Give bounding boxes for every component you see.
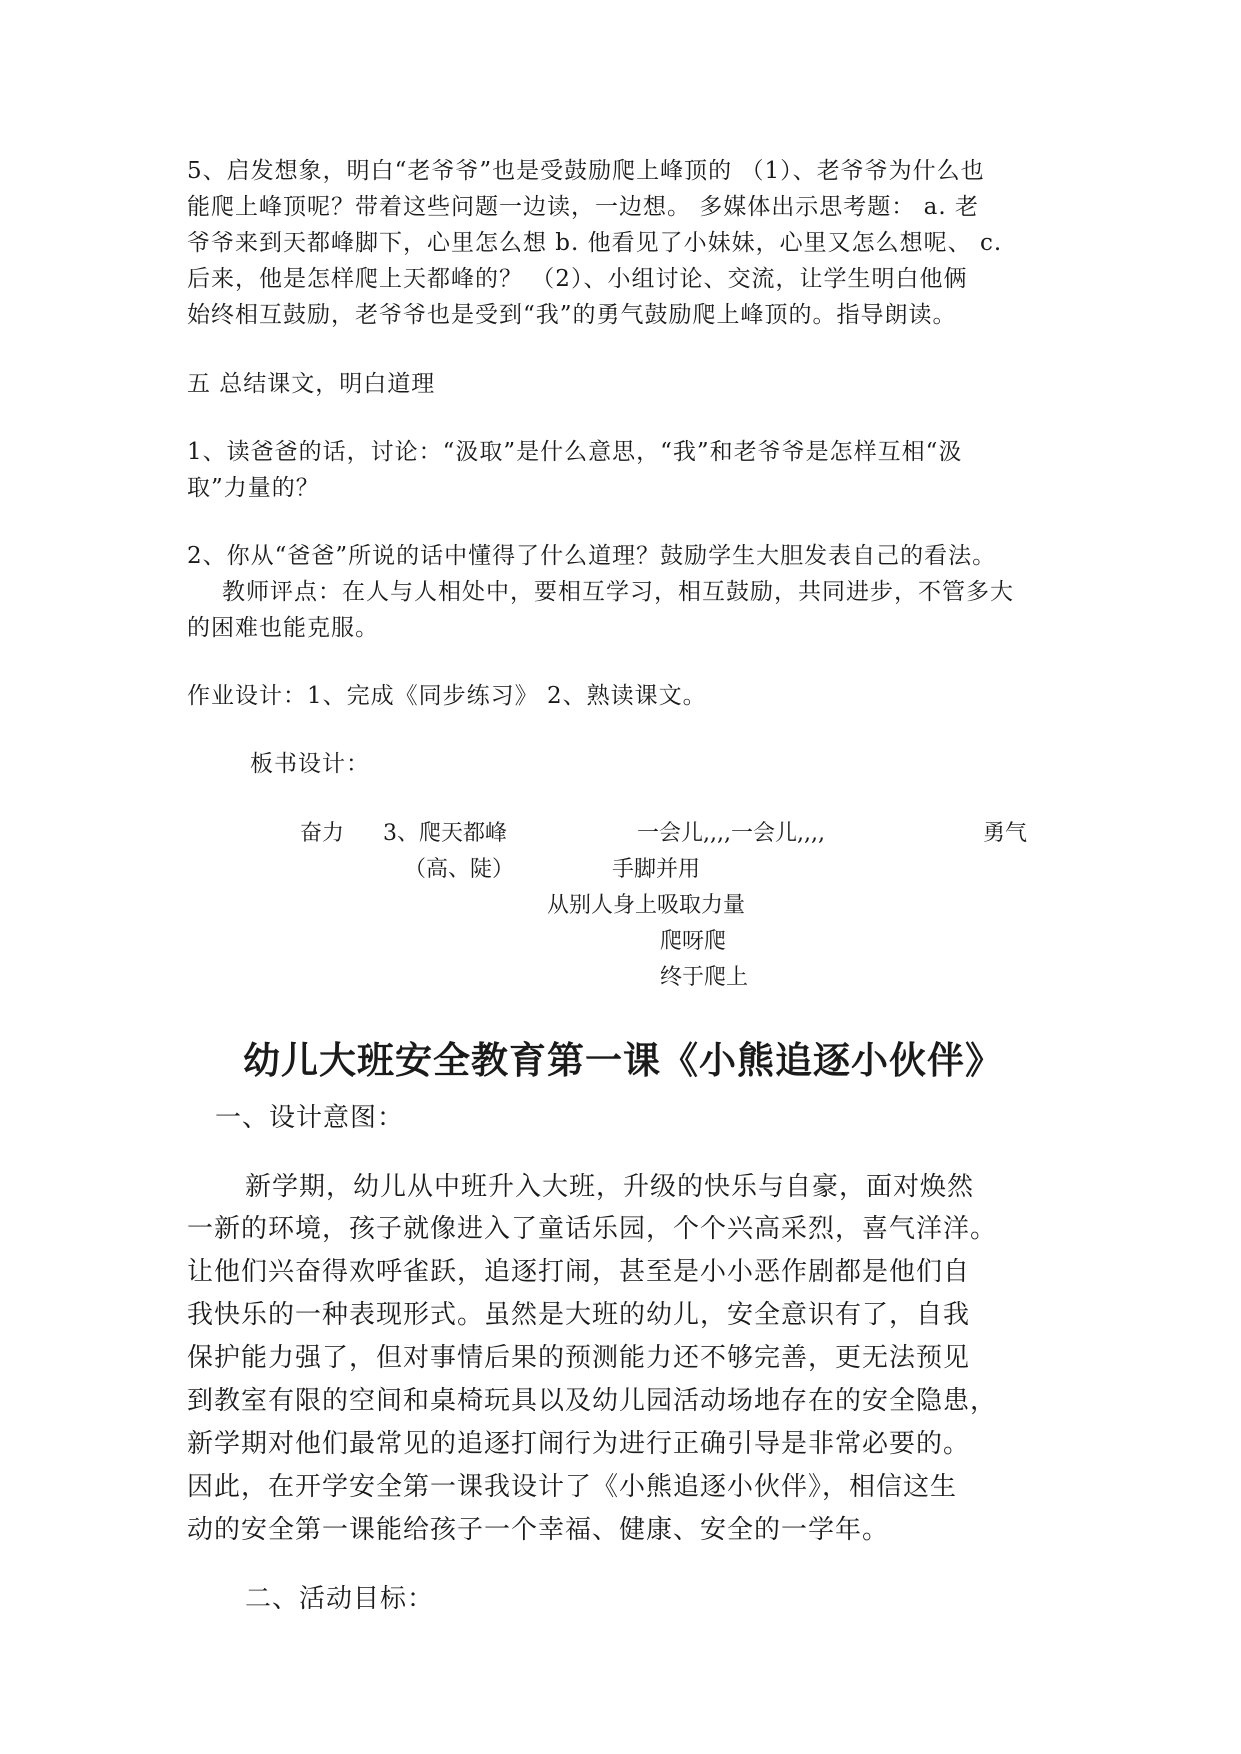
- paragraph-line: 因此，在开学安全第一课我设计了《小熊追逐小伙伴》，相信这生: [187, 1472, 958, 1502]
- board-title: 3、爬天都峰: [383, 821, 507, 846]
- board-right: 勇气: [983, 821, 1028, 846]
- paragraph-line: 的困难也能克服。: [187, 615, 379, 641]
- paragraph-line: 到教室有限的空间和桌椅玩具以及幼儿园活动场地存在的安全隐患，: [187, 1386, 998, 1416]
- board-phrase: 从别人身上吸取力量: [547, 893, 746, 918]
- paragraph-line: 新学期，幼儿从中班升入大班，升级的快乐与自豪，面对焕然: [245, 1172, 975, 1202]
- board-phrase: 终于爬上: [660, 965, 749, 990]
- paragraph-line: 2、你从“爸爸”所说的话中懂得了什么道理？鼓励学生大胆发表自己的看法。: [187, 543, 997, 569]
- paragraph-line: 1、读爸爸的话，讨论：“汲取”是什么意思，“我”和老爷爷是怎样互相“汲: [187, 439, 963, 465]
- paragraph-line: 一新的环境，孩子就像进入了童话乐园，个个兴高采烈，喜气洋洋。: [187, 1214, 998, 1244]
- paragraph-line: 爷爷来到天都峰脚下，心里怎么想 b. 他看见了小妹妹，心里又怎么想呢、 c.: [187, 230, 1003, 256]
- paragraph-line: 始终相互鼓励，老爷爷也是受到“我”的勇气鼓励爬上峰顶的。指导朗读。: [187, 302, 957, 328]
- homework-line: 作业设计：1、完成《同步练习》 2、熟读课文。: [187, 683, 707, 709]
- paragraph-line: 我快乐的一种表现形式。虽然是大班的幼儿，安全意识有了，自我: [187, 1300, 971, 1330]
- board-phrase: 一会儿,,,,一会儿,,,,: [637, 821, 825, 846]
- article-title: 幼儿大班安全教育第一课《小熊追逐小伙伴》: [243, 1039, 1003, 1082]
- board-heading: 板书设计：: [250, 751, 370, 777]
- paragraph-line: 新学期对他们最常见的追逐打闹行为进行正确引导是非常必要的。: [187, 1429, 971, 1459]
- paragraph-line: 取”力量的？: [187, 475, 320, 501]
- paragraph-line: 能爬上峰顶呢？带着这些问题一边读，一边想。 多媒体出示思考题： a. 老: [187, 194, 979, 220]
- board-subtitle: （高、陡）: [404, 857, 515, 882]
- paragraph-line: 后来，他是怎样爬上天都峰的？ （2）、小组讨论、交流，让学生明白他俩: [187, 266, 968, 292]
- paragraph-line: 保护能力强了，但对事情后果的预测能力还不够完善，更无法预见: [187, 1343, 971, 1373]
- paragraph-line: 教师评点：在人与人相处中，要相互学习，相互鼓励，共同进步，不管多大: [222, 579, 1014, 605]
- board-phrase: 爬呀爬: [660, 929, 727, 954]
- section-heading: 一、设计意图：: [215, 1103, 405, 1133]
- board-left: 奋力: [300, 821, 345, 846]
- paragraph-line: 让他们兴奋得欢呼雀跃，追逐打闹，甚至是小小恶作剧都是他们自: [187, 1257, 971, 1287]
- section-heading: 二、活动目标：: [245, 1584, 435, 1614]
- section-heading: 五 总结课文，明白道理: [187, 371, 436, 397]
- board-phrase: 手脚并用: [612, 857, 701, 882]
- paragraph-line: 5、启发想象，明白“老爷爷”也是受鼓励爬上峰顶的 （1）、老爷爷为什么也: [187, 158, 985, 184]
- paragraph-line: 动的安全第一课能给孩子一个幸福、健康、安全的一学年。: [187, 1515, 890, 1545]
